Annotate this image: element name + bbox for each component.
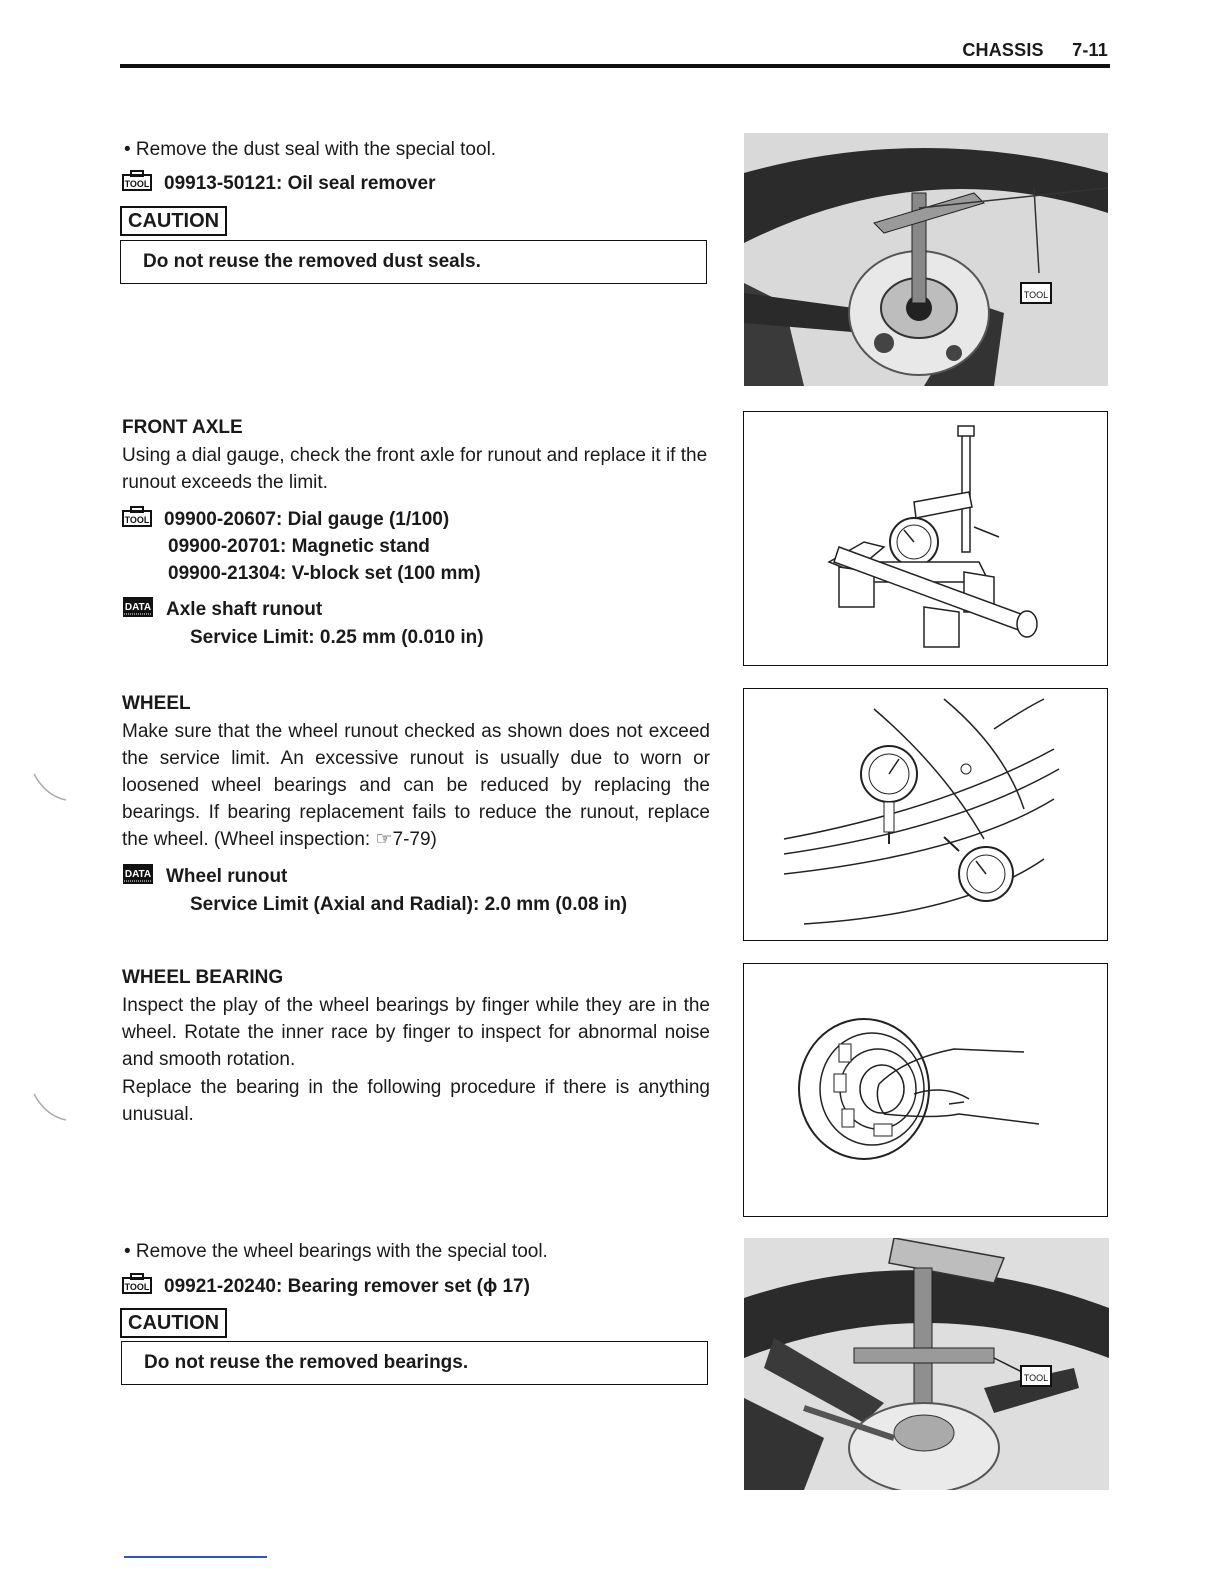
- page-number: 7-11: [1072, 40, 1108, 60]
- wheel-bearing-body-2: Replace the bearing in the following procedure if there is anything unusual.: [122, 1077, 710, 1125]
- tool-icon: [122, 1273, 152, 1293]
- data-icon: [122, 596, 154, 618]
- dust-seal-caution-box: Do not reuse the removed dust seals.: [120, 240, 707, 284]
- margin-mark: [30, 1090, 70, 1130]
- data-icon: [122, 863, 154, 885]
- wheel-body: Make sure that the wheel runout checked as shown does not exceed the service limit. An excessive runout is usually due to worn or loosened wheel bearings and can be reduced by replacing the bearings. If bearing replacement fails to reduce the runout, replace the wheel. (Wheel inspection: ☞7-79): [122, 721, 710, 850]
- front-axle-tools: [122, 506, 481, 587]
- wheel-heading: WHEEL: [122, 693, 191, 714]
- caution-label: CAUTION: [120, 1308, 227, 1338]
- tool-icon-label: TOOL: [124, 1282, 150, 1292]
- photo-tool-label: TOOL: [1023, 1373, 1049, 1383]
- front-axle-body: Using a dial gauge, check the front axle for runout and replace it if the runout exceeds the limit.: [122, 445, 708, 493]
- data-icon-label: DATA: [124, 602, 152, 613]
- tool-code: 09900-20607: Dial gauge (1/100): [164, 509, 450, 530]
- margin-mark: [30, 770, 70, 810]
- bearing-removal-caution: [120, 1308, 227, 1338]
- tool-icon: [122, 170, 152, 190]
- wheel-data-title: [122, 863, 287, 890]
- tool-code: 09900-21304: V-block set (100 mm): [168, 563, 481, 584]
- bearing-removal-tool-code: 09921-20240: Bearing remover set (ϕ 17): [164, 1276, 530, 1297]
- tool-icon: [122, 506, 152, 526]
- wheel-bearing-heading: WHEEL BEARING: [122, 967, 284, 988]
- dust-seal-tool-code: 09913-50121: Oil seal remover: [164, 173, 436, 194]
- header-rule: [120, 64, 1110, 68]
- wheel-runout-figure: [743, 688, 1108, 941]
- axle-runout-figure: [743, 411, 1108, 666]
- dust-seal-tool-line: [122, 170, 435, 197]
- axle-runout-limit: Service Limit: 0.25 mm (0.010 in): [190, 627, 484, 648]
- bearing-removal-tool-line: [122, 1273, 530, 1300]
- data-icon-label: DATA: [124, 869, 152, 880]
- axle-data-title: [122, 596, 322, 623]
- bottom-link-line: [124, 1556, 267, 1558]
- dust-seal-bullet: • Remove the dust seal with the special tool.: [124, 139, 497, 160]
- front-axle-heading: FRONT AXLE: [122, 417, 243, 438]
- wheel-runout-label: Wheel runout: [166, 866, 288, 887]
- tool-icon-label: TOOL: [124, 515, 150, 525]
- bearing-removal-bullet: • Remove the wheel bearings with the special tool.: [124, 1241, 548, 1262]
- bearing-removal-photo: [744, 1238, 1109, 1490]
- axle-runout-label: Axle shaft runout: [166, 599, 323, 620]
- page-header: [962, 40, 1108, 61]
- dust-seal-caution: [120, 206, 227, 236]
- section-title: CHASSIS: [962, 40, 1044, 60]
- dust-seal-photo: [744, 133, 1108, 386]
- caution-label: CAUTION: [120, 206, 227, 236]
- wheel-bearing-body-1: Inspect the play of the wheel bearings by finger while they are in the wheel. Rotate the inner race by finger to inspect for abnormal noise and smooth rotation.: [122, 995, 710, 1070]
- photo-tool-label: TOOL: [1023, 290, 1049, 300]
- bearing-removal-caution-box: Do not reuse the removed bearings.: [121, 1341, 708, 1385]
- tool-icon-label: TOOL: [124, 179, 150, 189]
- wheel-bearing-figure: [743, 963, 1108, 1217]
- wheel-runout-limit: Service Limit (Axial and Radial): 2.0 mm (0.08 in): [190, 894, 628, 915]
- tool-code: 09900-20701: Magnetic stand: [168, 536, 430, 557]
